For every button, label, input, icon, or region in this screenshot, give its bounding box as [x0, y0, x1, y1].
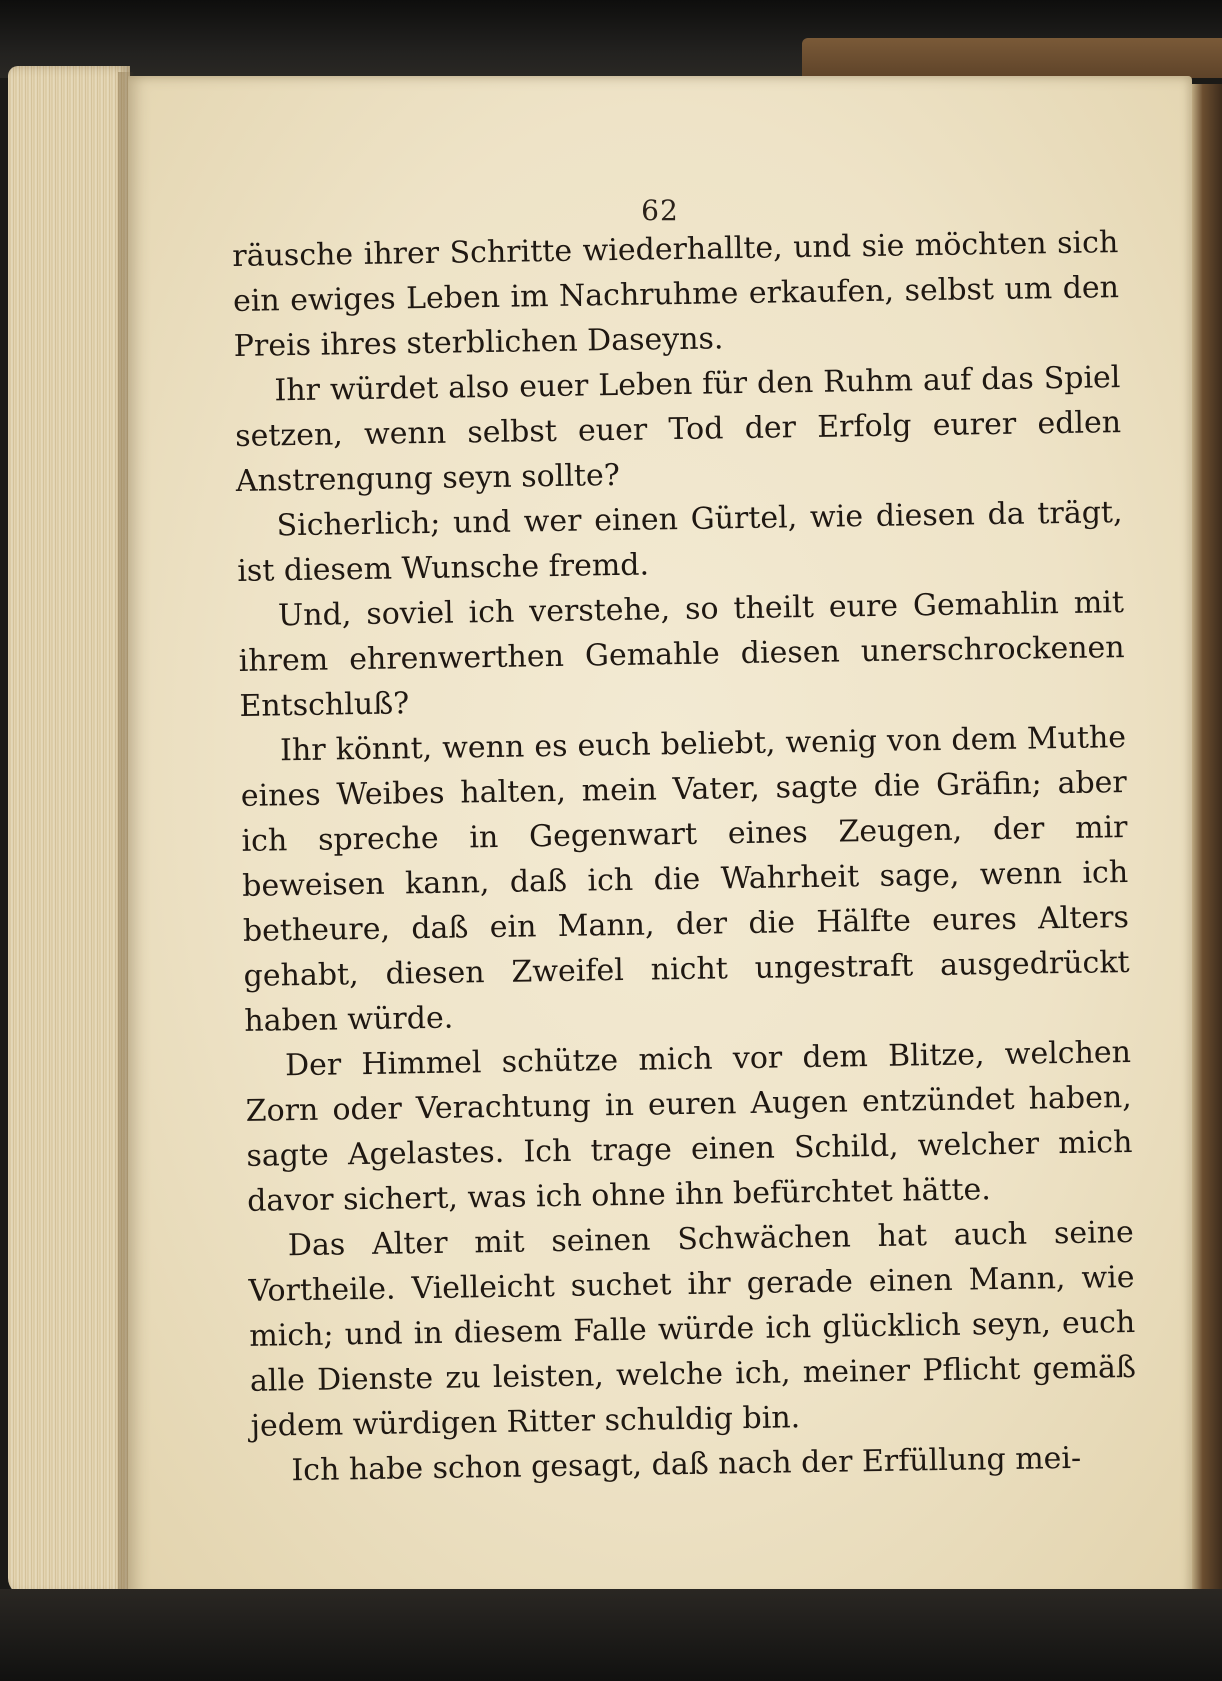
page-number: 62	[641, 194, 679, 227]
book-page	[128, 76, 1192, 1600]
paragraph: Der Himmel schütze mich vor dem Blitze, welchen Zorn oder Verachtung in euren Augen entzündet haben, sagte Agelastes. Ich trage einen Schild, welcher mich davor sichert, was ich ohne ihn befürchtet hätte.	[245, 1034, 1133, 1219]
paragraph: Ich habe schon gesagt, daß nach der Erfüllung mei-	[291, 1440, 1082, 1489]
book-cover-edge	[802, 38, 1222, 78]
paragraph: räusche ihrer Schritte wiederhallte, und sie möchten sich ein ewiges Leben im Nachruhme erkaufen, selbst um den Preis ihres sterblichen Daseyns.	[232, 225, 1120, 364]
paragraph: Sicherlich; und wer einen Gürtel, wie diesen da trägt, ist diesem Wunsche fremd.	[237, 495, 1123, 589]
page-text	[232, 220, 1138, 1494]
paragraph: Ihr könnt, wenn es euch beliebt, wenig von dem Muthe eines Weibes halten, mein Vater, sagte die Gräfin; aber ich spreche in Gegenwart eines Zeugen, der mir beweisen kann, daß ich die Wahrheit sage, wenn ich betheure, daß ein Mann, der die Hälfte eures Alters gehabt, diesen Zweifel nicht ungestraft ausgedrückt haben würde.	[240, 720, 1130, 1039]
paragraph: Das Alter mit seinen Schwächen hat auch seine Vortheile. Vielleicht suchet ihr gerade einen Mann, wie mich; und in diesem Falle würde ich glücklich seyn, euch alle Dienste zu leisten, welche ich, meiner Pflicht gemäß jedem würdigen Ritter schuldig bin.	[248, 1214, 1137, 1444]
bottom-background-band	[0, 1589, 1222, 1681]
stacked-page-edges	[8, 66, 130, 1596]
right-cover-edge	[1190, 84, 1222, 1594]
paragraph: Ihr würdet also euer Leben für den Ruhm auf das Spiel setzen, wenn selbst euer Tod der Erfolg eurer edlen Anstrengung seyn sollte?	[234, 360, 1122, 499]
paragraph: Und, soviel ich verstehe, so theilt eure Gemahlin mit ihrem ehrenwerthen Gemahle diesen unerschrockenen Entschluß?	[238, 585, 1125, 724]
